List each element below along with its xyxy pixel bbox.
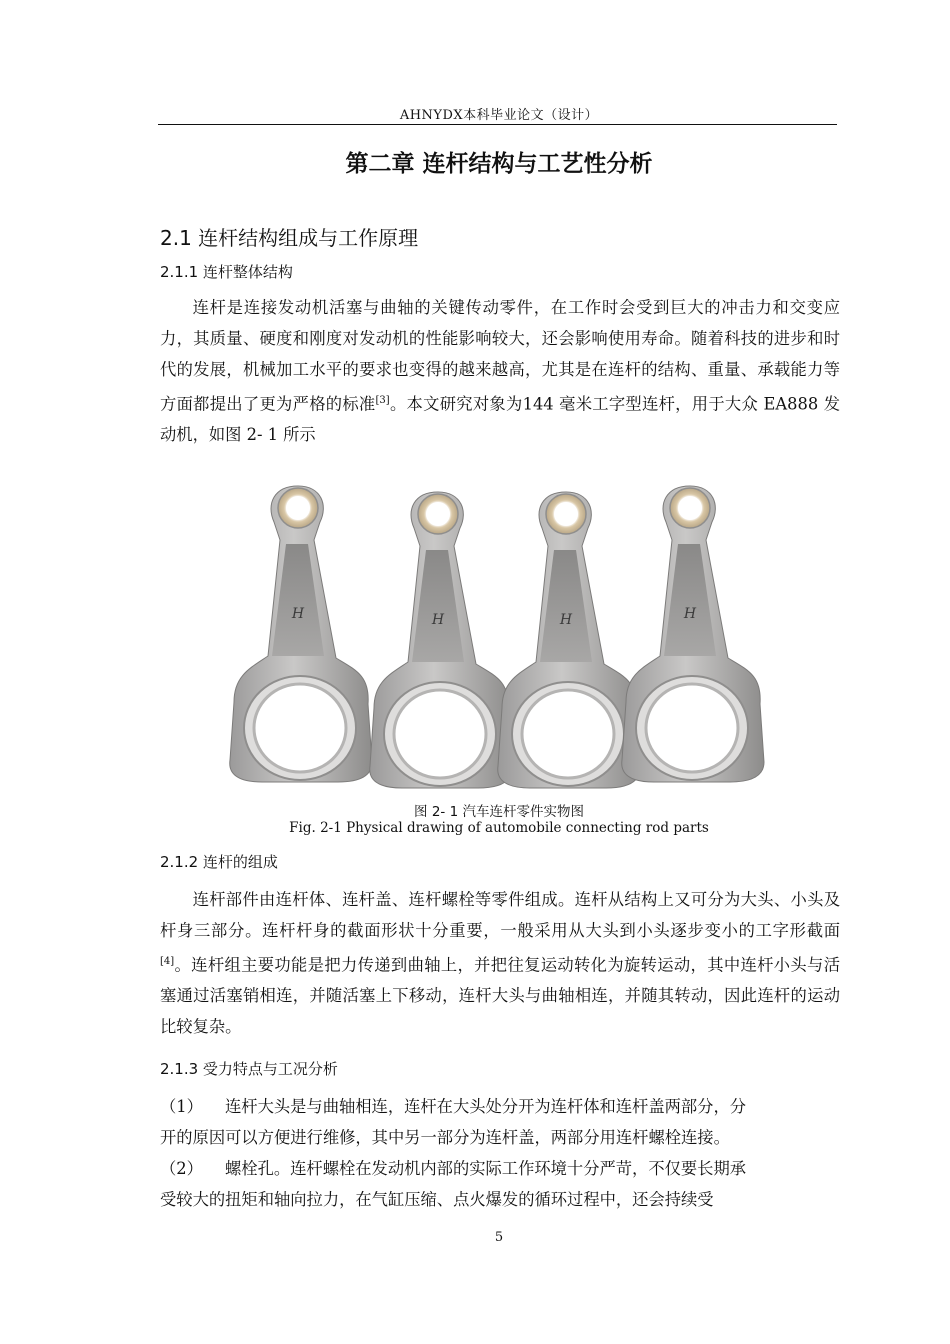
connecting-rods-photo (228, 480, 768, 798)
figure-caption-cn: 图 2- 1 汽车连杆零件实物图 (414, 804, 584, 820)
chapter-title: 第二章 连杆结构与工艺性分析 (345, 151, 653, 177)
header-rule (158, 124, 837, 125)
running-header: AHNYDX本科毕业论文（设计） (399, 108, 599, 123)
list-item-text: 受较大的扭矩和轴向拉力，在气缸压缩、点火爆发的循环过程中，还会持续受 (160, 1190, 714, 1209)
paragraph-text: 。本文研究对象为144 毫米工字型连杆，用于大众 EA888 发动机，如图 2- 1 所示 (160, 394, 840, 445)
subsection-2-1-3-title: 2.1.3 受力特点与工况分析 (160, 1060, 338, 1078)
numbered-list (160, 1091, 840, 1215)
list-item-text: 连杆大头是与曲轴相连，连杆在大头处分开为连杆体和连杆盖两部分，分 (225, 1097, 747, 1116)
list-item (160, 1091, 840, 1153)
list-item-number: （2） (160, 1159, 203, 1178)
paragraph-text: 。连杆组主要功能是把力传递到曲轴上，并把往复运动转化为旋转运动，其中连杆小头与活塞通过活塞销相连，并随活塞上下移动，连杆大头与曲轴相连，并随其转动，因此连杆的运动比较复杂。 (160, 955, 840, 1037)
citation[interactable]: [3] (375, 395, 390, 406)
section-2-1-title: 2.1 连杆结构组成与工作原理 (160, 226, 419, 250)
paragraph-2-1-2 (160, 884, 840, 1042)
paragraph-text: 连杆是连接发动机活塞与曲轴的关键传动零件，在工作时会受到巨大的冲击力和交变应力，其质量、硬度和刚度对发动机的性能影响较大，还会影响使用寿命。随着科技的进步和时代的发展，机械加工水平的要求也变得的越来越高，尤其是在连杆的结构、重量、承载能力等方面都提出了更为严格的标准 (160, 298, 840, 414)
list-item-text: 开的原因可以方便进行维修，其中另一部分为连杆盖，两部分用连杆螺栓连接。 (160, 1128, 730, 1147)
citation[interactable]: [4] (160, 956, 175, 967)
page-number: 5 (494, 1230, 504, 1245)
list-item-text: 螺栓孔。连杆螺栓在发动机内部的实际工作环境十分严苛，不仅要长期承 (225, 1159, 747, 1178)
figure-caption-en: Fig. 2-1 Physical drawing of automobile connecting rod parts (289, 820, 709, 836)
subsection-2-1-2-title: 2.1.2 连杆的组成 (160, 853, 278, 871)
paragraph-text: 连杆部件由连杆体、连杆盖、连杆螺栓等零件组成。连杆从结构上又可分为大头、小头及杆身三部分。连杆杆身的截面形状十分重要，一般采用从大头到小头逐步变小的工字形截面 (160, 890, 840, 940)
paragraph-2-1-1 (160, 292, 840, 450)
list-item-number: （1） (160, 1097, 203, 1116)
subsection-2-1-1-title: 2.1.1 连杆整体结构 (160, 263, 293, 281)
list-item (160, 1153, 840, 1215)
